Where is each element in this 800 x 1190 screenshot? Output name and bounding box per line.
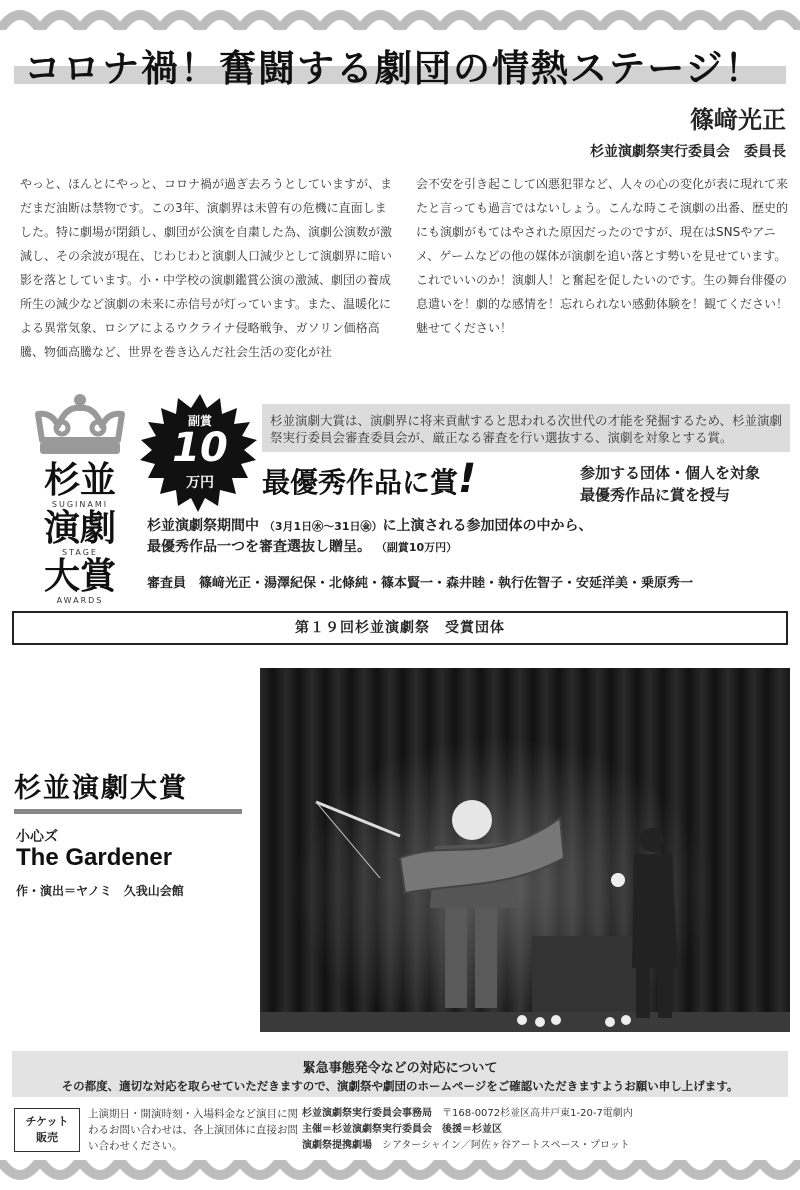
logo-line-3: 大賞 — [43, 556, 116, 597]
emergency-body: その都度、適切な対応を取らせていただきますので、演劇祭や劇団のホームページをご確認いただきますようお願い申し上げます。 — [61, 1079, 739, 1093]
article-column-right: 会不安を引き起こして凶悪犯罪など、人々の心の変化が表に現れて来たと言っても過言ではないしょう。こんな時こそ演劇の出番、歴史的にも演劇がもてはやされた原因だったのですが、現在はSNSやアニメ、ゲームなどの他の媒体が演劇を追い落とす勢いを見せています。これでいいのか！演劇人！と奮起を促したいのです。生の舞台俳優の息遣いを！劇的な感情を！忘れられない感動体験を！観てください！魅せてください！ — [416, 177, 789, 335]
grand-prize-title: 杉並演劇大賞 — [14, 773, 188, 804]
winners-header: 第１９回杉並演劇祭 受賞団体 — [12, 611, 788, 645]
author-block — [590, 100, 786, 161]
award-period — [147, 516, 593, 558]
office-theaters-label: 演劇祭提携劇場 — [302, 1140, 372, 1151]
author-name: 篠﨑光正 — [690, 106, 786, 134]
office-info — [302, 1106, 633, 1154]
headline — [14, 36, 786, 88]
ticket-label-1: チケット — [25, 1115, 69, 1128]
period-dates: （3月1日㊌～31日㊎） — [263, 520, 383, 533]
award-description: 杉並演劇大賞は、演劇界に将来貢献すると思われる次世代の才能を発掘するため、杉並演劇祭実行委員会審査委員会が、厳正なる審査を行い選抜する、演劇を対象とする賞。 — [262, 404, 790, 452]
award-logo — [28, 392, 132, 606]
logo-sub-3: AWARDS — [56, 596, 104, 605]
bottom-decorative-band — [0, 1160, 800, 1190]
office-address: 〒168-0072杉並区高井戸東1-20-7電劇内 — [442, 1108, 633, 1119]
prize-badge — [140, 392, 260, 512]
logo-sub-1: SUGINAMI — [51, 500, 109, 509]
article-column-left: やっと、ほんとにやっと、コロナ禍が過ぎ去ろうとしていますが、まだまだ油断は禁物です。この3年、演劇界は未曾有の危機に直面しました。特に劇場が閉鎖し、劇団が公演を自粛した為、演劇公演数が激減し、その余波が現在、じわじわと演劇人口減少として演劇界に暗い影を落としています。小・中学校の演劇鑑賞公演の激減、劇団の養成所生の減少など演劇の未来に赤信号が灯っています。また、温暖化による異常気象、ロシアによるウクライナ侵略戦争、ガソリン価格高騰、物価高騰など、世界を巻き込んだ社会生活の変化が社 — [20, 177, 393, 359]
office-organizers: 主催＝杉並演劇祭実行委員会 後援＝杉並区 — [302, 1124, 502, 1135]
crown-icon — [32, 392, 128, 458]
award-subtitle — [580, 462, 760, 506]
ticket-label-box — [14, 1108, 80, 1152]
logo-sub-2: STAGE — [62, 548, 98, 557]
emergency-title: 緊急事態発令などの対応について — [302, 1061, 498, 1076]
logo-line-1: 杉並 — [43, 460, 116, 501]
period-text-1a: 杉並演劇祭期間中 — [147, 518, 259, 534]
period-prize-note: （副賞10万円） — [375, 541, 458, 554]
logo-line-2: 演劇 — [43, 508, 116, 549]
award-sub-line-1: 参加する団体・個人を対象 — [580, 464, 761, 482]
award-main-title — [262, 456, 476, 502]
ticket-info: 上演期日・開演時刻・入場料金など演目に関わるお問い合わせは、各上演団体に直接お問い合わせください。 — [88, 1108, 298, 1152]
period-text-1c: に上演される参加団体の中から、 — [382, 518, 593, 534]
office-theaters: シアターシャイン／阿佐ヶ谷アートスペース・プロット — [382, 1140, 630, 1151]
award-main-text: 最優秀作品に賞 — [262, 466, 459, 499]
headline-text: コロナ禍！奮闘する劇団の情熱ステージ！ — [24, 47, 764, 90]
stage-photo — [260, 668, 790, 1032]
emergency-notice — [12, 1051, 788, 1097]
badge-unit: 万円 — [186, 475, 214, 491]
play-title: The Gardener — [16, 844, 173, 871]
grand-prize-heading — [14, 766, 242, 814]
badge-amount: 10 — [172, 425, 228, 471]
badge-label: 副賞 — [187, 414, 212, 428]
ticket-label-2: 販売 — [36, 1131, 58, 1144]
judges-list: 審査員 篠﨑光正・湯澤紀保・北條純・篠本賢一・森井睦・執行佐智子・安延洋美・乗原秀一 — [147, 576, 694, 591]
office-name: 杉並演劇祭実行委員会事務局 — [302, 1108, 432, 1119]
company-name: 小心ズ — [16, 829, 58, 845]
grand-prize-rule — [14, 809, 242, 814]
award-bang: ! — [458, 456, 477, 502]
author-role: 杉並演劇祭実行委員会 委員長 — [590, 144, 786, 160]
period-text-2a: 最優秀作品一つを審査選抜し贈呈。 — [147, 539, 371, 555]
play-credits: 作・演出＝ヤノミ 久我山会館 — [16, 884, 184, 898]
top-decorative-band — [0, 0, 800, 30]
award-sub-line-2: 最優秀作品に賞を授与 — [580, 486, 731, 504]
